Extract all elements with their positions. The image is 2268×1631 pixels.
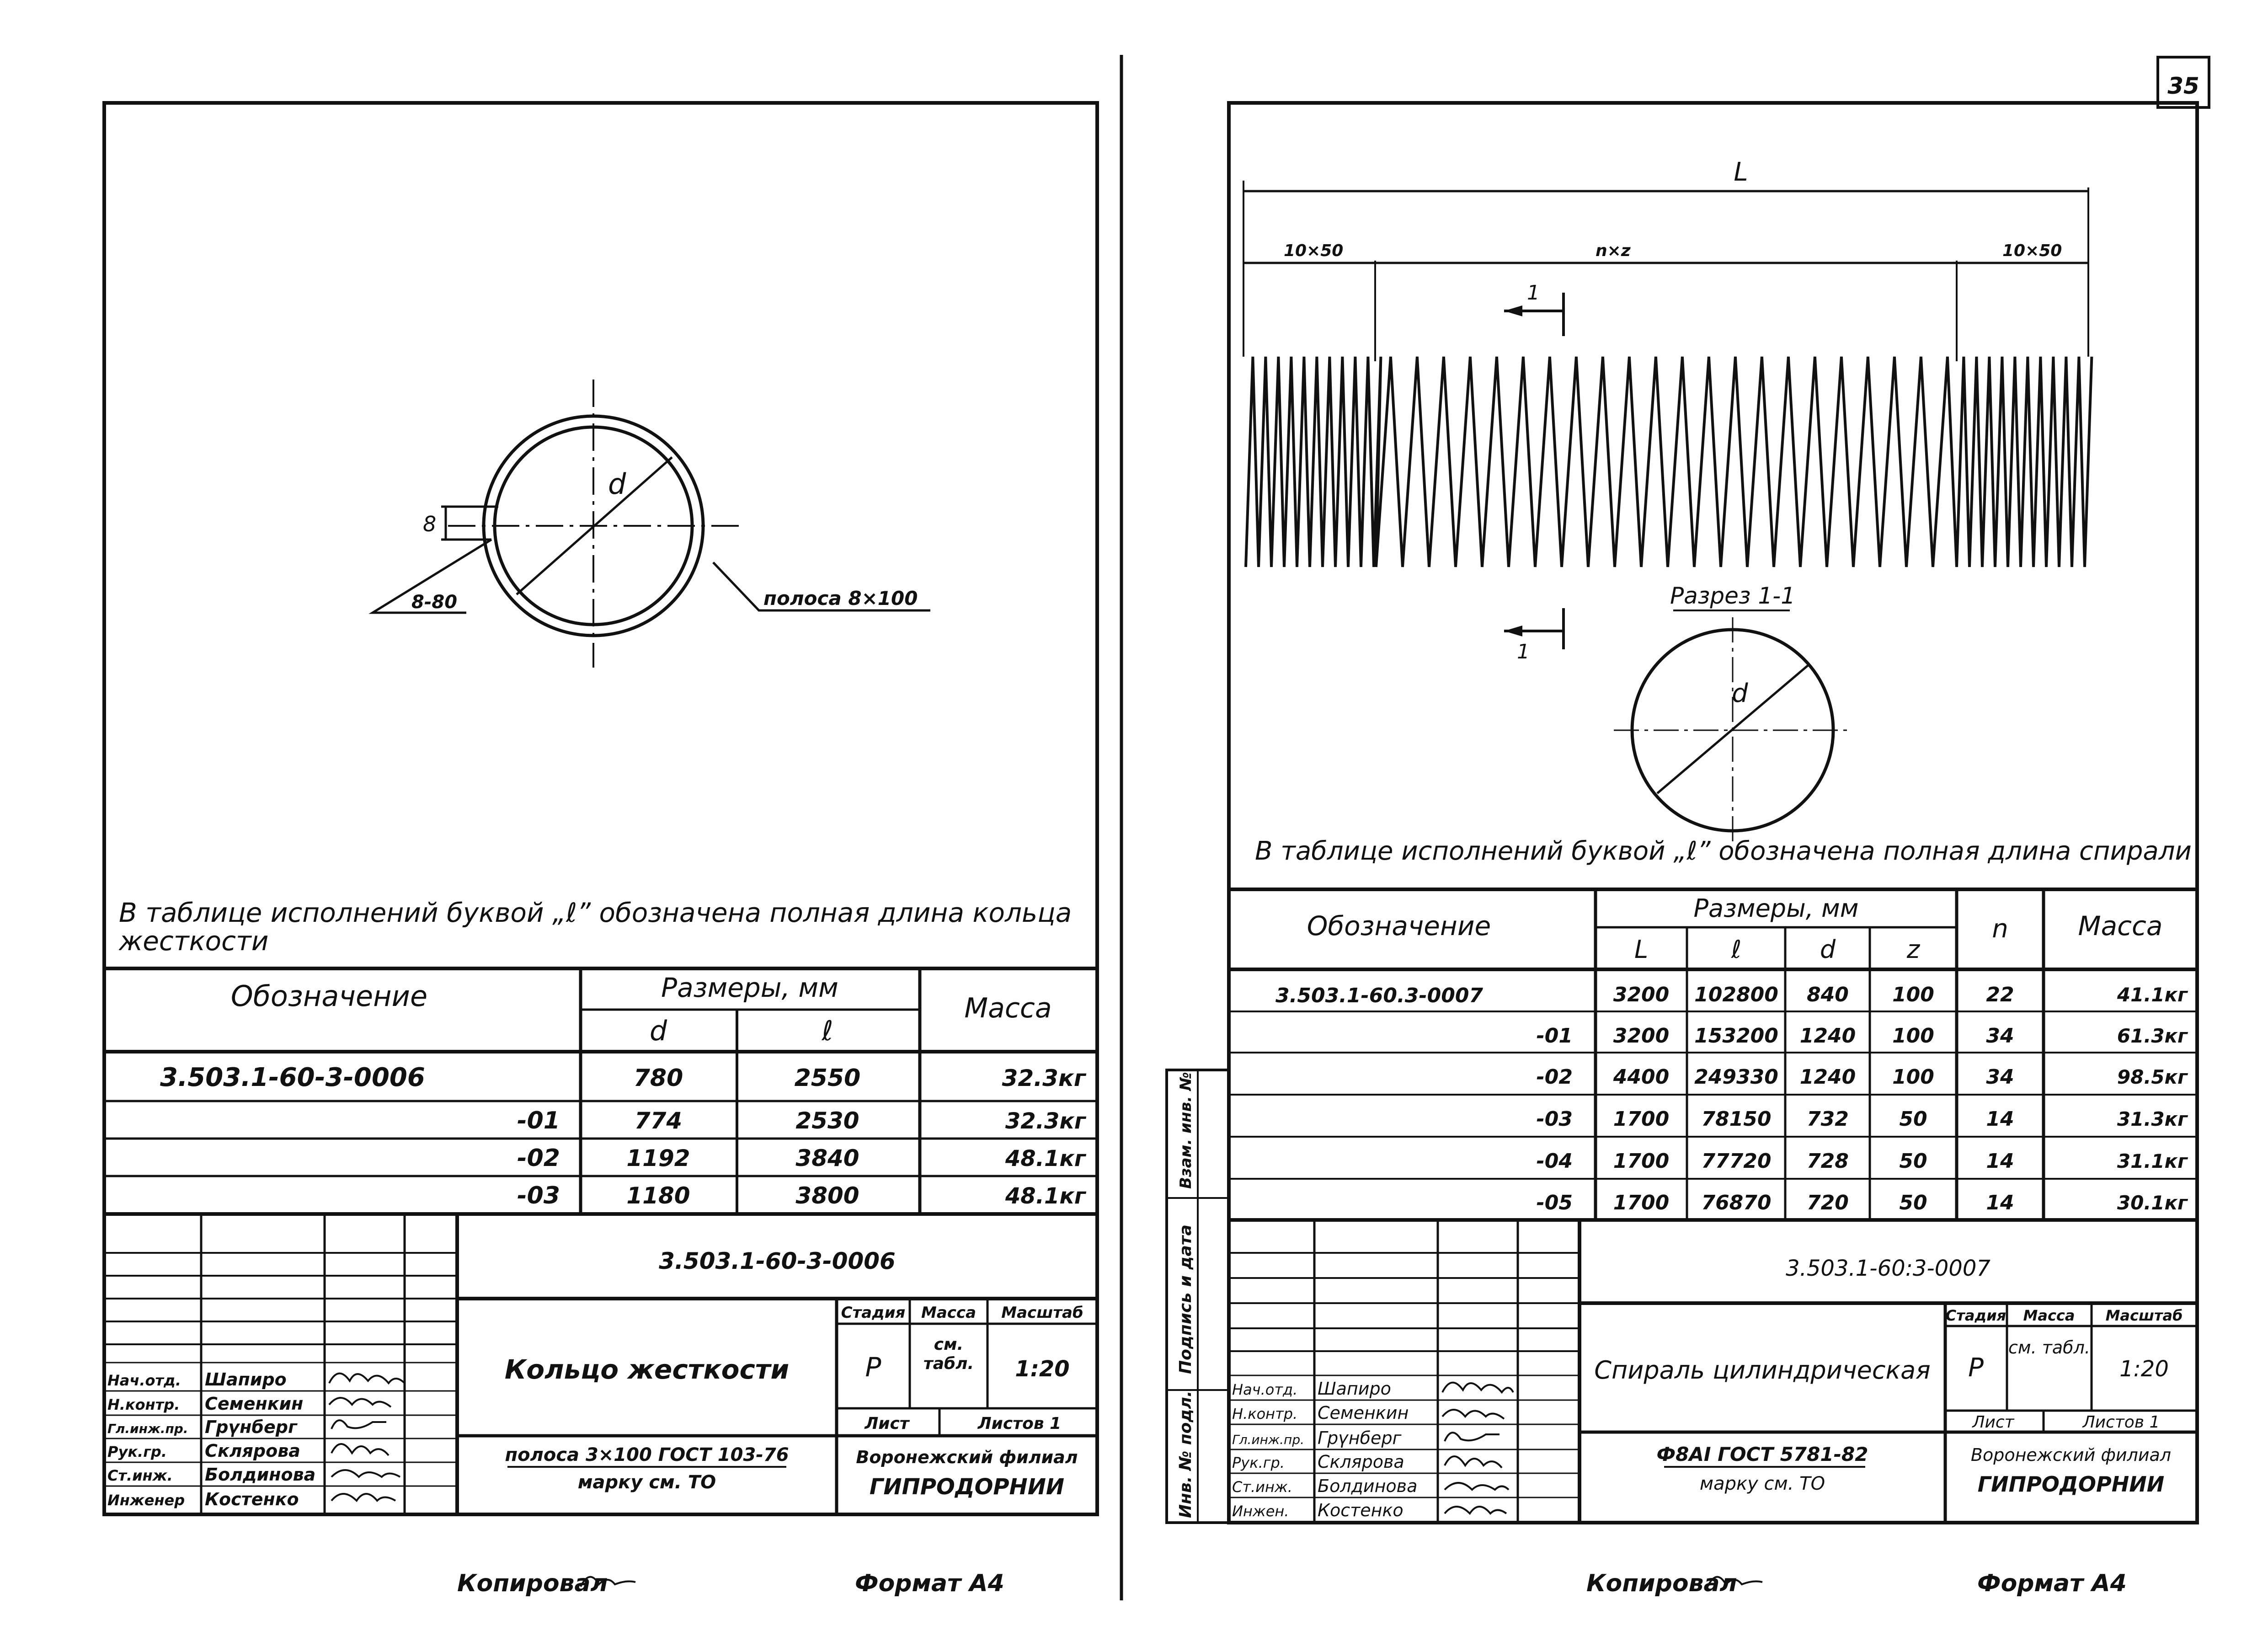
right-row-L: 3200 (1613, 1024, 1670, 1048)
ring-dim-d: d (608, 467, 626, 501)
right-row-n: 14 (1986, 1191, 2014, 1214)
right-row-L: 3200 (1613, 983, 1670, 1006)
spiral-dim-right: 10×50 (2002, 241, 2062, 260)
right-row-n: 22 (1986, 983, 2014, 1006)
left-row-d: 780 (633, 1064, 683, 1092)
spiral-dim-left: 10×50 (1284, 241, 1344, 260)
section-mark-top: 1 (1527, 281, 1540, 305)
left-staff-role: Нач.отд. (107, 1372, 181, 1389)
right-stage-label: Стадия (1945, 1307, 2007, 1324)
left-staff-name: Болдинова (205, 1465, 316, 1485)
right-row-mass: 31.3кг (2117, 1108, 2188, 1130)
left-row-mass: 48.1кг (1005, 1146, 1086, 1171)
left-row-designation: -01 (517, 1107, 560, 1134)
left-col-designation: Обозначение (230, 979, 428, 1013)
right-row-l: 77720 (1701, 1150, 1772, 1173)
left-scale-value: 1:20 (1015, 1356, 1070, 1382)
section-mark-bottom: 1 (1517, 640, 1530, 663)
right-row-designation: -05 (1536, 1191, 1573, 1214)
left-row-designation: -02 (517, 1144, 560, 1172)
right-row-L: 4400 (1613, 1065, 1670, 1089)
left-row-d: 1180 (626, 1182, 690, 1209)
left-row-l: 3800 (795, 1182, 859, 1209)
left-row-designation: -03 (517, 1182, 560, 1209)
left-col-mass: Масса (964, 992, 1052, 1024)
right-scale-value: 1:20 (2119, 1356, 2169, 1382)
right-spec-table (1229, 889, 2197, 1220)
right-staff-role: Гл.инж.пр. (1232, 1432, 1305, 1447)
right-col-mass: Масса (2078, 910, 2163, 941)
right-row-designation: 3.503.1-60.3-0007 (1275, 984, 1484, 1007)
right-col-designation: Обозначение (1307, 910, 1491, 941)
right-note: В таблице исполнений буквой „ℓ” обозначена полная длина спирали (1255, 836, 2192, 866)
right-staff-name: Склярова (1318, 1452, 1404, 1472)
right-row-z: 100 (1892, 1065, 1934, 1089)
right-row-d: 732 (1807, 1107, 1849, 1131)
right-col-d: d (1820, 935, 1836, 964)
right-row-z: 100 (1892, 1024, 1934, 1048)
left-org-2: ГИПРОДОРНИИ (869, 1474, 1065, 1500)
left-col-d: d (649, 1015, 667, 1047)
right-row-designation: -02 (1536, 1065, 1573, 1089)
side-stamp-sign-date: Подпись и дата (1176, 1225, 1195, 1374)
right-row-L: 1700 (1613, 1150, 1670, 1173)
right-staff-name: Болдинова (1318, 1476, 1418, 1496)
strip-label: полоса 8×100 (763, 587, 918, 610)
right-staff-name: Семенкин (1318, 1403, 1409, 1423)
left-signatures (329, 1374, 405, 1501)
left-staff-role: Гл.инж.пр. (107, 1421, 188, 1436)
right-row-mass: 61.3кг (2117, 1025, 2188, 1047)
section-title: Разрез 1-1 (1670, 583, 1796, 609)
page-number: 35 (2167, 73, 2199, 99)
right-sheet (1167, 57, 2209, 1597)
left-footer-format: Формат А4 (855, 1570, 1004, 1597)
left-scale-label: Масштаб (1001, 1304, 1083, 1322)
right-col-n: n (1992, 914, 2008, 944)
right-row-designation: -01 (1536, 1024, 1573, 1048)
left-staff-role: Инженер (107, 1492, 185, 1509)
left-org-1: Воронежский филиал (856, 1447, 1078, 1467)
right-material-1: Ф8АI ГОСТ 5781-82 (1656, 1443, 1868, 1465)
left-row-d: 774 (634, 1107, 683, 1134)
left-item-name: Кольцо жесткости (504, 1354, 790, 1385)
right-row-l: 78150 (1701, 1107, 1772, 1131)
left-material-1: полоса 3×100 ГОСТ 103-76 (505, 1444, 789, 1465)
right-row-d: 720 (1807, 1191, 1849, 1214)
left-col-sizes: Размеры, мм (661, 972, 838, 1003)
left-row-designation: 3.503.1-60-3-0006 (160, 1063, 425, 1092)
right-staff-name: Грүнберг (1318, 1428, 1402, 1448)
side-stamp (1167, 1070, 1229, 1523)
right-item-name: Спираль цилиндрическая (1594, 1356, 1931, 1385)
right-sheet-label: Лист (1972, 1413, 2014, 1432)
right-row-l: 102800 (1694, 983, 1778, 1006)
right-org-2: ГИПРОДОРНИИ (1977, 1472, 2165, 1497)
right-staff-role: Нач.отд. (1232, 1381, 1298, 1398)
right-mass-label: Масса (2023, 1307, 2075, 1324)
right-row-L: 1700 (1613, 1107, 1670, 1131)
spiral-dim-L: L (1734, 157, 1748, 187)
right-col-L: L (1634, 935, 1649, 964)
right-row-designation: -03 (1536, 1107, 1573, 1131)
right-staff-role: Инжен. (1232, 1503, 1289, 1520)
left-note: В таблице исполнений буквой „ℓ” обозначена полная длина кольца жесткости (119, 898, 1072, 957)
left-row-mass: 48.1кг (1005, 1183, 1086, 1209)
left-staff-name: Грүнберг (205, 1417, 297, 1437)
right-row-l: 76870 (1701, 1191, 1772, 1214)
left-staff-name: Костенко (205, 1489, 299, 1509)
right-row-z: 50 (1899, 1150, 1927, 1173)
left-doc-code: 3.503.1-60-3-0006 (659, 1248, 896, 1274)
right-stage: Р (1968, 1353, 1984, 1383)
right-row-z: 100 (1892, 983, 1934, 1006)
right-row-mass: 98.5кг (2117, 1066, 2188, 1088)
right-row-d: 1240 (1799, 1065, 1856, 1089)
side-stamp-inv-dup: Взам. инв. № (1177, 1072, 1195, 1189)
left-frame (104, 103, 1097, 1514)
right-col-z: z (1906, 935, 1920, 964)
left-row-mass: 32.3кг (1002, 1065, 1086, 1091)
right-scale-label: Масштаб (2105, 1307, 2183, 1324)
right-row-d: 728 (1807, 1150, 1849, 1173)
left-staff-name: Шапиро (205, 1369, 287, 1390)
right-doc-code: 3.503.1-60:3-0007 (1786, 1256, 1991, 1281)
left-staff-role: Ст.инж. (107, 1467, 173, 1484)
section-dim-d: d (1732, 679, 1748, 708)
left-col-l: ℓ (822, 1015, 833, 1047)
weld-symbol-label: 8-80 (411, 592, 458, 613)
left-sheets-label: Листов 1 (977, 1414, 1062, 1433)
left-footer-copied: Копировал (457, 1570, 608, 1597)
right-row-n: 14 (1986, 1107, 2014, 1131)
right-staff-role: Н.контр. (1232, 1405, 1298, 1422)
right-row-mass: 31.1кг (2117, 1150, 2188, 1172)
right-row-designation: -04 (1536, 1150, 1573, 1173)
right-staff-name: Костенко (1318, 1500, 1403, 1520)
right-col-sizes: Размеры, мм (1693, 894, 1859, 923)
right-staff-name: Шапиро (1318, 1379, 1391, 1399)
right-staff-role: Ст.инж. (1232, 1478, 1292, 1496)
left-stage: Р (865, 1352, 881, 1383)
left-staff-role: Рук.гр. (107, 1443, 167, 1460)
right-row-l: 249330 (1694, 1065, 1778, 1089)
left-note-box (119, 898, 1088, 963)
left-staff-role: Н.контр. (107, 1396, 180, 1413)
right-row-d: 840 (1807, 983, 1849, 1006)
right-row-n: 34 (1986, 1065, 2014, 1089)
left-sheet-label: Лист (865, 1414, 909, 1433)
right-row-mass: 30.1кг (2117, 1192, 2188, 1214)
right-row-mass: 41.1кг (2117, 984, 2188, 1006)
spiral-coil-line (1246, 357, 2092, 567)
right-footer-copied: Копировал (1586, 1570, 1737, 1597)
right-col-l: ℓ (1731, 935, 1742, 964)
right-org-1: Воронежский филиал (1970, 1445, 2172, 1465)
side-stamp-inv-orig: Инв. № подл. (1176, 1390, 1195, 1518)
right-footer-format: Формат А4 (1977, 1570, 2127, 1597)
left-row-d: 1192 (626, 1145, 690, 1171)
right-mass-value: см. табл. (2008, 1337, 2090, 1358)
right-row-z: 50 (1899, 1191, 1927, 1214)
left-material-2: марку см. ТО (577, 1472, 716, 1493)
left-staff-name: Склярова (205, 1441, 300, 1461)
right-staff-role: Рук.гр. (1232, 1454, 1285, 1471)
left-mass-value: см. табл. (923, 1335, 974, 1373)
left-staff-name: Семенкин (205, 1394, 304, 1414)
left-row-l: 3840 (795, 1145, 859, 1171)
right-material-2: марку см. ТО (1699, 1473, 1825, 1494)
right-sheets-label: Листов 1 (2082, 1413, 2160, 1432)
right-row-L: 1700 (1613, 1191, 1670, 1214)
right-row-n: 14 (1986, 1150, 2014, 1173)
left-mass-label: Масса (921, 1304, 977, 1322)
right-row-z: 50 (1899, 1107, 1927, 1131)
spiral-coils (1246, 357, 2092, 567)
left-title-block (104, 1214, 1097, 1514)
left-stage-label: Стадия (841, 1304, 906, 1322)
ring-drawing (373, 380, 930, 668)
left-row-l: 2550 (794, 1064, 861, 1092)
right-row-l: 153200 (1694, 1024, 1778, 1048)
left-row-mass: 32.3кг (1005, 1108, 1086, 1134)
spiral-dim-mid: n×z (1596, 241, 1631, 260)
spiral-drawing (1243, 157, 2092, 841)
left-spec-table (104, 968, 1097, 1214)
left-sheet (104, 103, 1097, 1597)
right-row-n: 34 (1986, 1024, 2014, 1048)
right-title-block (1229, 1220, 2197, 1523)
right-signatures (1442, 1383, 1513, 1513)
left-row-l: 2530 (795, 1107, 859, 1134)
right-row-d: 1240 (1799, 1024, 1856, 1048)
ring-dim-thickness: 8 (423, 512, 437, 536)
